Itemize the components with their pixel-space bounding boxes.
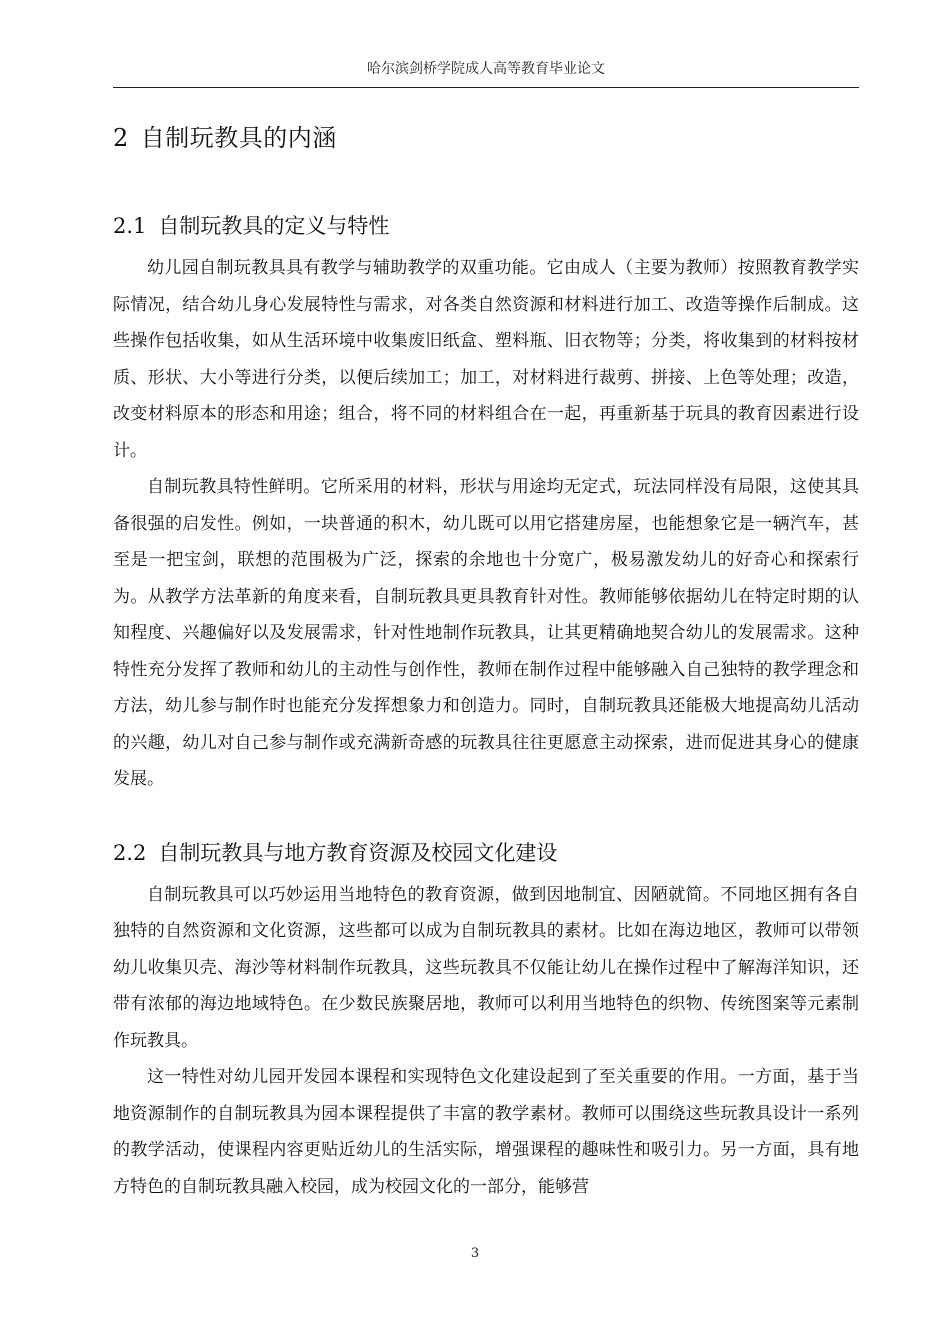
section-title: 自制玩教具与地方教育资源及校园文化建设 [158, 840, 558, 865]
page-number: 3 [470, 1246, 480, 1261]
section-number: 2.2 [113, 840, 147, 865]
paragraph: 自制玩教具特性鲜明。它所采用的材料，形状与用途均无定式，玩法同样没有局限，这使其具备很强的启发性。例如，一块普通的积木，幼儿既可以用它搭建房屋，也能想象它是一辆汽车，甚至是一把宝剑，联想的范围极为广泛，探索的余地也十分宽广，极易激发幼儿的好奇心和探索行为。从教学方法革新的角度来看，自制玩教具更具教育针对性。教师能够依据幼儿在特定时期的认知程度、兴趣偏好以及发展需求，针对性地制作玩教具，让其更精确地契合幼儿的发展需求。这种特性充分发挥了教师和幼儿的主动性与创作性，教师在制作过程中能够融入自己独特的教学理念和方法，幼儿参与制作时也能充分发挥想象力和创造力。同时，自制玩教具还能极大地提高幼儿活动的兴趣，幼儿对自己参与制作或充满新奇感的玩教具往往更愿意主动探索，进而促进其身心的健康发展。 [113, 477, 859, 789]
section-heading-2-1 [113, 208, 859, 244]
chapter-title: 自制玩教具的内涵 [140, 124, 337, 152]
section-heading-2-2 [113, 835, 859, 871]
paragraph: 幼儿园自制玩教具具有教学与辅助教学的双重功能。它由成人（主要为教师）按照教育教学实际情况，结合幼儿身心发展特性与需求，对各类自然资源和材料进行加工、改造等操作后制成。这些操作包括收集，如从生活环境中收集废旧纸盒、塑料瓶、旧衣物等；分类，将收集到的材料按材质、形状、大小等进行分类，以便后续加工；加工，对材料进行裁剪、拼接、上色等处理；改造，改变材料原本的形态和用途；组合，将不同的材料组合在一起，再重新基于玩具的教育因素进行设计。 [113, 258, 859, 461]
chapter-heading [113, 118, 859, 158]
chapter-number: 2 [113, 124, 129, 152]
paragraph: 自制玩教具可以巧妙运用当地特色的教育资源，做到因地制宜、因陋就简。不同地区拥有各自独特的自然资源和文化资源，这些都可以成为自制玩教具的素材。比如在海边地区，教师可以带领幼儿收集贝壳、海沙等材料制作玩教具，这些玩教具不仅能让幼儿在操作过程中了解海洋知识，还带有浓郁的海边地域特色。在少数民族聚居地，教师可以利用当地特色的织物、传统图案等元素制作玩教具。 [113, 884, 859, 1051]
paragraph: 这一特性对幼儿园开发园本课程和实现特色文化建设起到了至关重要的作用。一方面，基于当地资源制作的自制玩教具为园本课程提供了丰富的教学素材。教师可以围绕这些玩教具设计一系列的教学活动，使课程内容更贴近幼儿的生活实际，增强课程的趣味性和吸引力。另一方面，具有地方特色的自制玩教具融入校园，成为校园文化的一部分，能够营 [113, 1067, 859, 1197]
running-header: 哈尔滨剑桥学院成人高等教育毕业论文 [367, 61, 605, 77]
section-title: 自制玩教具的定义与特性 [158, 214, 390, 238]
header-rule [113, 87, 859, 88]
page-content [113, 118, 859, 1205]
section-number: 2.1 [113, 214, 147, 238]
